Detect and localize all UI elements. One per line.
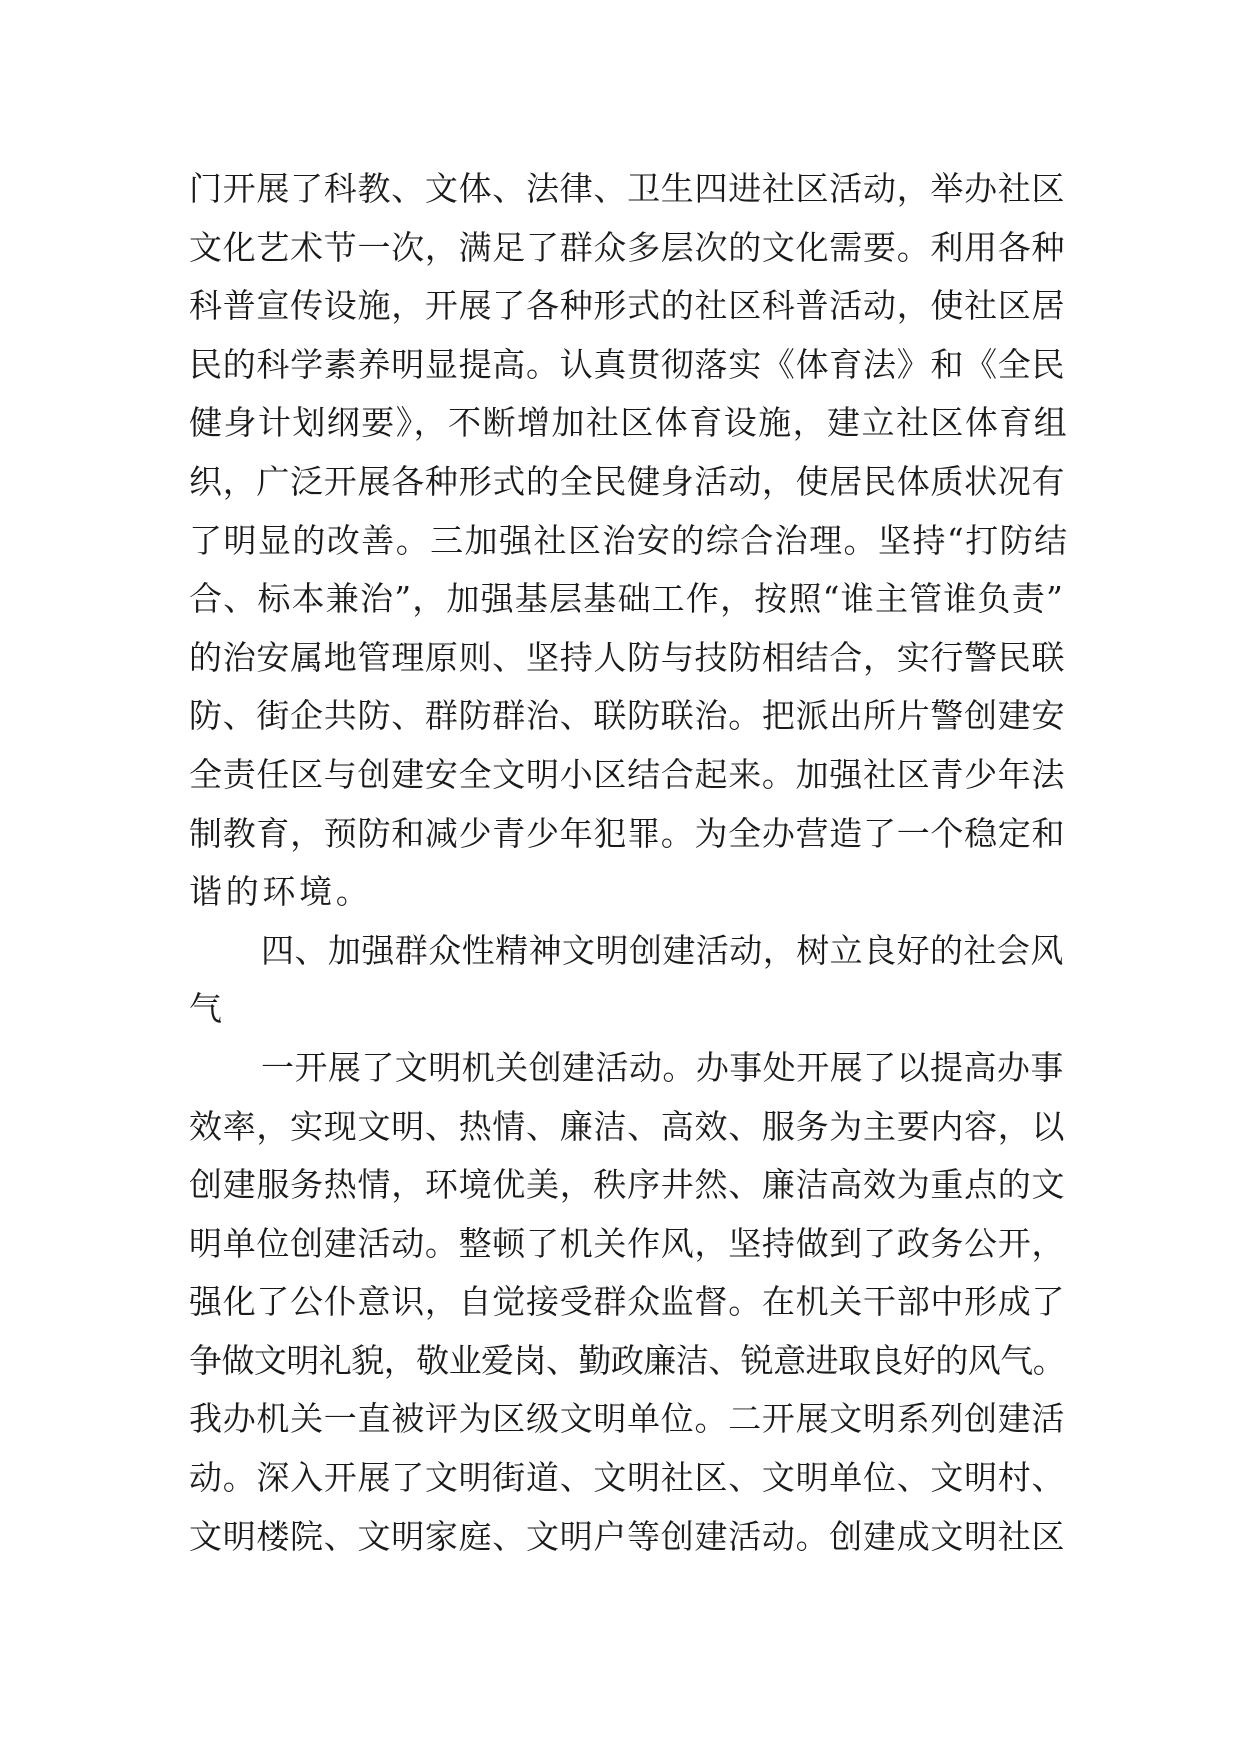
text-line: 制教育，预防和减少青少年犯罪。为全办营造了一个稳定和	[189, 813, 1066, 853]
text-line: 防、街企共防、群防群治、联防联治。把派出所片警创建安	[189, 696, 1066, 736]
text-line: 的治安属地管理原则、坚持人防与技防相结合，实行警民联	[189, 637, 1066, 677]
text-line: 民的科学素养明显提高。认真贯彻落实《体育法》和《全民	[189, 344, 1066, 384]
text-line: 争做文明礼貌，敬业爱岗、勤政廉洁、锐意进取良好的风气。	[189, 1340, 1066, 1380]
heading-line: 四、加强群众性精神文明创建活动，树立良好的社会风	[261, 930, 1064, 970]
text-line: 明单位创建活动。整顿了机关作风，坚持做到了政务公开，	[189, 1223, 1066, 1263]
text-line: 全责任区与创建安全文明小区结合起来。加强社区青少年法	[189, 754, 1066, 794]
text-line: 合、标本兼治”，加强基层基础工作，按照“谁主管谁负责”	[189, 579, 1065, 619]
text-line: 谐的环境。	[189, 872, 373, 912]
text-line: 强化了公仆意识，自觉接受群众监督。在机关干部中形成了	[189, 1282, 1066, 1322]
text-line: 了明显的改善。三加强社区治安的综合治理。坚持“打防结	[189, 520, 1069, 560]
document-body	[189, 160, 1069, 1566]
section-heading	[189, 922, 1069, 1039]
paragraph	[189, 160, 1069, 922]
text-line: 我办机关一直被评为区级文明单位。二开展文明系列创建活	[189, 1399, 1066, 1439]
text-line: 科普宣传设施，开展了各种形式的社区科普活动，使社区居	[189, 286, 1066, 326]
paragraph	[189, 1039, 1069, 1566]
text-line: 动。深入开展了文明街道、文明社区、文明单位、文明村、	[189, 1458, 1066, 1498]
text-line: 创建服务热情，环境优美，秩序井然、廉洁高效为重点的文	[189, 1165, 1066, 1205]
text-line: 门开展了科教、文体、法律、卫生四进社区活动，举办社区	[189, 169, 1066, 208]
text-line: 织，广泛开展各种形式的全民健身活动，使居民体质状况有	[189, 461, 1066, 501]
text-line: 健身计划纲要》，不断增加社区体育设施，建立社区体育组	[189, 403, 1069, 443]
heading-line: 气	[189, 989, 226, 1029]
text-line: 效率，实现文明、热情、廉洁、高效、服务为主要内容，以	[189, 1106, 1066, 1146]
text-line: 文明楼院、文明家庭、文明户等创建活动。创建成文明社区	[189, 1516, 1066, 1556]
text-line: 文化艺术节一次，满足了群众多层次的文化需要。利用各种	[189, 227, 1066, 267]
text-line: 一开展了文明机关创建活动。办事处开展了以提高办事	[261, 1047, 1064, 1087]
